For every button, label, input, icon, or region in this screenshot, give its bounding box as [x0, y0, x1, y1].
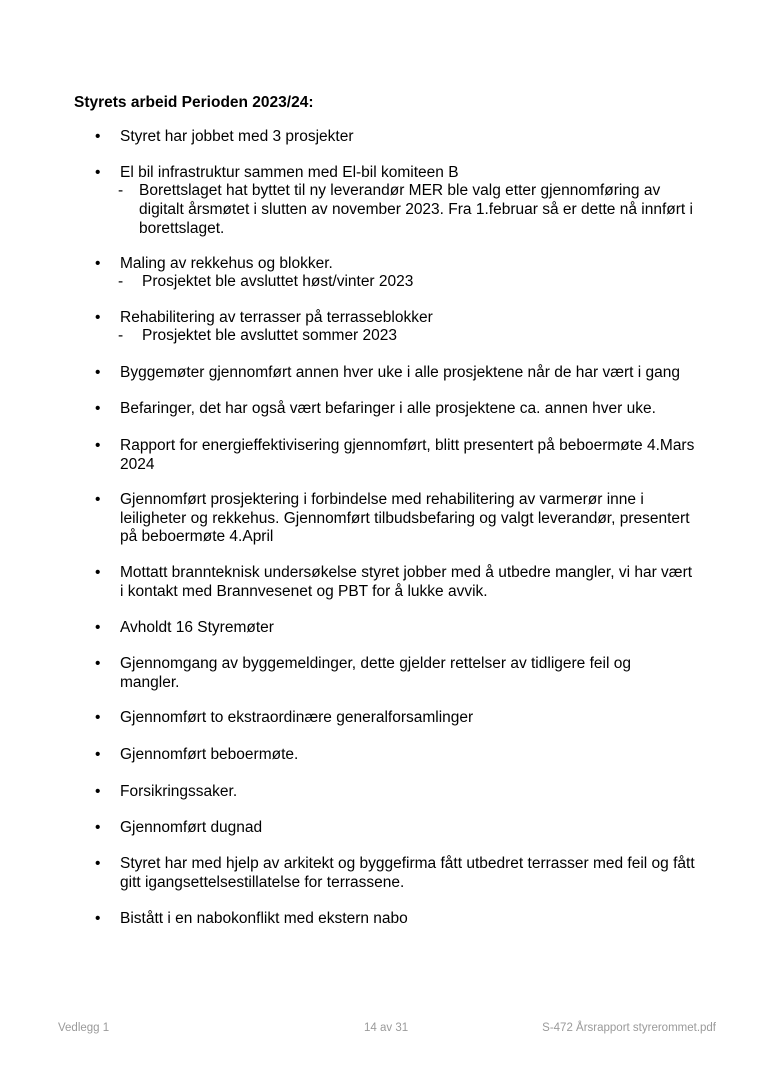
bullet-icon: • — [95, 746, 101, 763]
sub-item-text: Prosjektet ble avsluttet sommer 2023 — [142, 327, 398, 344]
bullet-icon: • — [95, 783, 101, 800]
list-item-text: Mottatt brannteknisk undersøkelse styret jobber med å utbedre mangler, vi har vært — [120, 564, 693, 581]
list-item-text: Rapport for energieffektivisering gjennomført, blitt presentert på beboermøte 4.Mars — [120, 437, 695, 454]
footer-document-name: S-472 Årsrapport styrerommet.pdf — [542, 1022, 716, 1034]
footer-attachment-label: Vedlegg 1 — [58, 1022, 110, 1034]
bullet-icon: • — [95, 437, 101, 454]
bullet-icon: • — [95, 309, 101, 326]
list-item-text: Forsikringssaker. — [120, 783, 238, 800]
bullet-icon: • — [95, 164, 101, 181]
list-item-text: Avholdt 16 Styremøter — [120, 619, 274, 636]
bullet-icon: • — [95, 855, 101, 872]
sub-item-text: Borettslaget hat byttet til ny leverandør MER ble valg etter gjennomføring av — [139, 182, 661, 199]
list-item-text: Gjennomført dugnad — [120, 819, 263, 836]
sub-item-text: Prosjektet ble avsluttet høst/vinter 2023 — [142, 273, 414, 290]
list-item-text: Gjennomført to ekstraordinære generalforsamlinger — [120, 709, 474, 726]
list-item-text: på beboermøte 4.April — [120, 528, 274, 545]
list-item-text: Styret har med hjelp av arkitekt og byggefirma fått utbedret terrasser med feil og fått — [120, 855, 695, 872]
list-item-text: Gjennomført prosjektering i forbindelse med rehabilitering av varmerør inne i — [120, 491, 644, 508]
list-item-text: Gjennomført beboermøte. — [120, 746, 299, 763]
list-item-text: Byggemøter gjennomført annen hver uke i alle prosjektene når de har vært i gang — [120, 364, 681, 381]
bullet-icon: • — [95, 910, 101, 927]
footer-page-number: 14 av 31 — [364, 1022, 409, 1034]
bullet-icon: • — [95, 819, 101, 836]
bullet-icon: • — [95, 491, 101, 508]
list-item-text: Rehabilitering av terrasser på terrasseblokker — [120, 309, 433, 326]
list-item-text: gitt igangsettelsestillatelse for terrassene. — [120, 874, 405, 891]
section-heading: Styrets arbeid Perioden 2023/24: — [74, 94, 314, 111]
bullet-icon: • — [95, 655, 101, 672]
bullet-icon: • — [95, 364, 101, 381]
list-item-text: Maling av rekkehus og blokker. — [120, 255, 333, 272]
sub-item-text: digitalt årsmøtet i slutten av november 2023. Fra 1.februar så er dette nå innført i — [139, 201, 693, 218]
list-item-text: El bil infrastruktur sammen med El-bil komiteen B — [120, 164, 459, 181]
bullet-icon: • — [95, 619, 101, 636]
list-item-text: i kontakt med Brannvesenet og PBT for å lukke avvik. — [120, 583, 488, 600]
bullet-icon: • — [95, 128, 101, 145]
list-item-text: mangler. — [120, 674, 180, 691]
list-item-text: 2024 — [120, 456, 155, 473]
dash-marker: - — [118, 182, 124, 199]
bullet-icon: • — [95, 564, 101, 581]
list-item-text: Styret har jobbet med 3 prosjekter — [120, 128, 354, 145]
sub-item-text: borettslaget. — [139, 220, 225, 237]
list-item-text: Bistått i en nabokonflikt med ekstern nabo — [120, 910, 408, 927]
bullet-icon: • — [95, 400, 101, 417]
dash-marker: - — [118, 273, 124, 290]
list-item-text: leiligheter og rekkehus. Gjennomført tilbudsbefaring og valgt leverandør, presentert — [120, 510, 690, 527]
dash-marker: - — [118, 327, 124, 344]
bullet-icon: • — [95, 255, 101, 272]
list-item-text: Befaringer, det har også vært befaringer i alle prosjektene ca. annen hver uke. — [120, 400, 656, 417]
bullet-icon: • — [95, 709, 101, 726]
list-item-text: Gjennomgang av byggemeldinger, dette gjelder rettelser av tidligere feil og — [120, 655, 631, 672]
